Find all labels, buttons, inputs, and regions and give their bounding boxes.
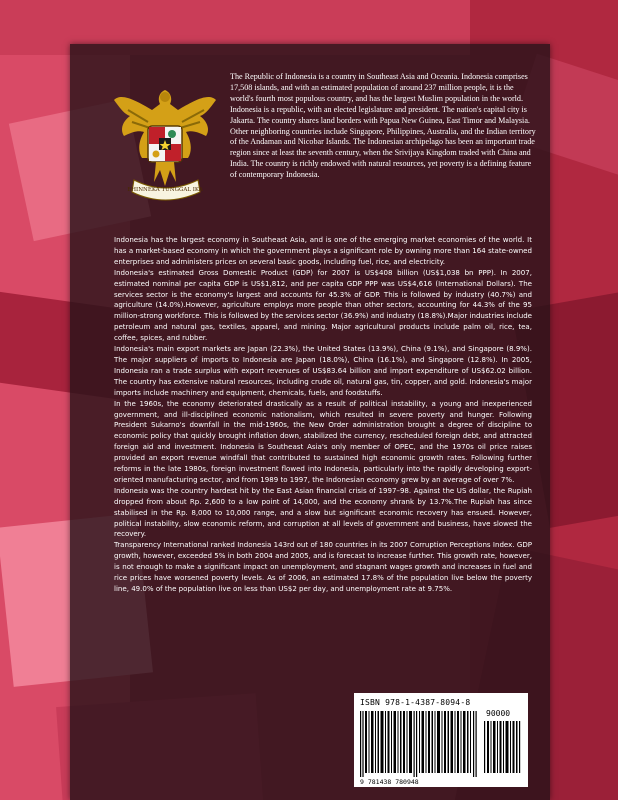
price-barcode-icon bbox=[484, 721, 522, 773]
intro-paragraph: The Republic of Indonesia is a country in Southeast Asia and Oceania. Indonesia comprises 17,508 islands, and with an estimated population of around 237 million people, it is the world's fourth most populous country, and has the largest Muslim population in the world. Indonesia is a republic, with an elected legislature and president. The nation's capital city is Jakarta. The country shares land borders with Papua New Guinea, East Timor and Malaysia. Other neighboring countries include Singapore, Philippines, Australia, and the Indian territory of the Andaman and Nicobar Islands. The Indonesian archipelago has been an important trade region since at least the seventh century, when the Srivijaya Kingdom traded with China and India. The country is richly endowed with natural resources, yet poverty is a defining feature of contemporary Indonesia. bbox=[230, 72, 536, 180]
barcode-icon bbox=[360, 711, 478, 777]
price-code: 90000 bbox=[486, 709, 511, 718]
isbn-barcode bbox=[354, 693, 528, 787]
garuda-emblem-icon bbox=[108, 70, 223, 220]
back-cover-panel bbox=[70, 44, 550, 800]
barcode-digits: 9 781438 780948 bbox=[360, 778, 419, 786]
trade-paragraph: Indonesia's main export markets are Japan (22.3%), the United States (13.9%), China (9.1%), and Singapore (8.9%). The major suppliers of imports to Indonesia are Japan (18.0%), China (16.1%), and Singapore (12.8%). In 2005, Indonesia ran a trade surplus with export revenues of US$83.64 billion and import expenditure of US$62.02 billion. The country has extensive natural resources, including crude oil, natural gas, tin, copper, and gold. Indonesia's major imports include machinery and equipment, chemicals, fuels, and foodstuffs. bbox=[114, 344, 532, 397]
economy-paragraph: Indonesia has the largest economy in Southeast Asia, and is one of the emerging market economies of the world. It has a market-based economy in which the government plays a significant role by owning more than 164 state-owned enterprises and administers prices on several basic goods, including fuel, rice, and electricity. bbox=[114, 235, 532, 266]
crisis-paragraph: Indonesia was the country hardest hit by the East Asian financial crisis of 1997–98. Against the US dollar, the Rupiah dropped from about Rp. 2,600 to a low point of 14,000, and the economy shrank by 13.7%.The Rupiah has since stabilised in the Rp. 8,000 to 10,000 range, and a slow but significant economic recovery has ensued. However, political instability, slow economic reform, and corruption at all levels of government and business, have slowed the recovery. bbox=[114, 485, 532, 539]
body-text bbox=[114, 235, 532, 595]
corruption-paragraph: Transparency International ranked Indonesia 143rd out of 180 countries in its 2007 Corruption Perceptions Index. GDP growth, however, exceeded 5% in both 2004 and 2005, and is forecast to increase further. This growth rate, however, is not enough to make a significant impact on unemployment, and stagnant wages growth and increases in fuel and rice prices have worsened poverty levels. As of 2006, an estimated 17.8% of the population live below the poverty line, 49.0% of the population live on less than US$2 per day, and unemployment rate at 9.75%. bbox=[114, 540, 532, 593]
history-paragraph: In the 1960s, the economy deteriorated drastically as a result of political instability, a young and inexperienced government, and ill-disciplined economic nationalism, which resulted in severe poverty and hunger. Following President Sukarno's downfall in the mid-1960s, the New Order administration brought a degree of discipline to economic policy that quickly brought inflation down, stabilized the currency, rescheduled foreign debt, and attracted foreign aid and investment. Indonesia is Southeast Asia's only member of OPEC, and the 1970s oil price raises provided an export revenue windfall that contributed to sustained high economic growth rates. Following further reforms in the late 1980s, foreign investment flowed into Indonesia, particularly into the rapidly developing export-oriented manufacturing sector, and from 1989 to 1997, the Indonesian economy grew by an average of over 7%. bbox=[114, 398, 532, 484]
isbn-number: ISBN 978-1-4387-8094-8 bbox=[360, 698, 471, 707]
gdp-paragraph: Indonesia's estimated Gross Domestic Product (GDP) for 2007 is US$408 billion (US$1,038 bn PPP). In 2007, estimated nominal per capita GDP is US$1,812, and per capita GDP PPP was US$4,616 (International Dollars). The services sector is the economy's largest and accounts for 45.3% of GDP. This is followed by industry (40.7%) and agriculture (14.0%).However, agriculture employs more people than other sectors, accounting for 44.3% of the 95 million-strong workforce. This is followed by the services sector (36.9%) and industry (18.8%).Major industries include petroleum and natural gas, textiles, apparel, and mining. Major agricultural products include palm oil, rice, tea, coffee, spices, and rubber. bbox=[114, 267, 532, 343]
emblem-motto: BHINNEKA TUNGGAL IKA bbox=[127, 187, 203, 193]
